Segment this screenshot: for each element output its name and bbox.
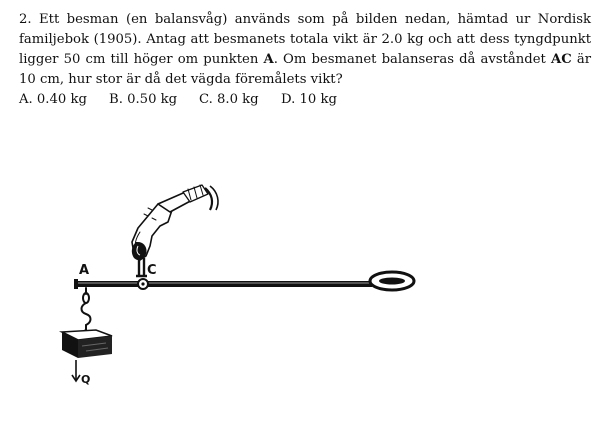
segment-ac-bold: AC [550,52,572,67]
question-part3: är 10 cm, hur stor är då det vägda föremålets vikt? [19,52,592,87]
option-d[interactable]: D. 10 kg [281,92,337,107]
option-b[interactable]: B. 0.50 kg [109,92,178,107]
q-arrow [72,360,80,381]
beam [74,279,372,289]
option-c[interactable]: C. 8.0 kg [199,92,259,107]
question-part2: . Om besmanet balanseras då avståndet [273,52,551,67]
option-a[interactable]: A. 0.40 kg [19,92,87,107]
label-a: A [79,263,90,278]
question-text [19,10,591,90]
question-part1: Ett besman (en balansvåg) används som på bilden nedan, hämtad ur Nordisk familjebok (1905). Antag att besmanets totala vikt är 2.0 kg och att dess tyngdpunkt ligger 50 cm till höger om punkten [19,12,591,67]
counterweight-knob [370,272,414,290]
label-c: C [147,263,157,278]
point-a-bold: A [263,52,274,67]
steelyard-figure [40,180,440,400]
label-q: Q [81,373,91,386]
question-number: 2. [19,12,32,27]
fulcrum-hanger [136,258,147,276]
steelyard-illustration [40,180,440,400]
hanging-weight [62,330,112,358]
cuff-stripes [205,186,218,210]
